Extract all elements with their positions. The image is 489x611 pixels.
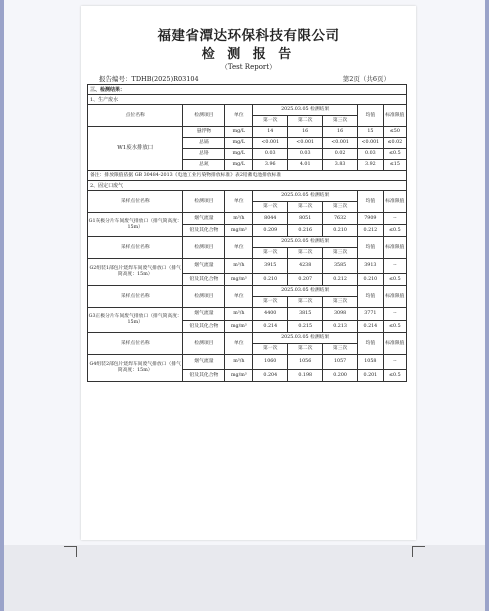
table-cell: 0.204 bbox=[253, 370, 288, 382]
gas-header-first: 第一次 bbox=[253, 202, 288, 213]
table-cell: 4400 bbox=[253, 308, 288, 321]
company-name: 福建省潭达环保科技有限公司 bbox=[157, 28, 340, 44]
table-cell: 4.01 bbox=[288, 160, 323, 171]
table-cell: 1057 bbox=[323, 355, 358, 370]
gas-header-item: 检测项目 bbox=[183, 286, 225, 308]
report-title: 检 测 报 告 bbox=[201, 47, 296, 62]
gas-header-avg: 均值 bbox=[358, 333, 384, 355]
water-header-avg: 均值 bbox=[358, 105, 384, 127]
water-header-item: 检测项目 bbox=[183, 105, 225, 127]
table-cell: mg/L bbox=[225, 160, 253, 171]
table-cell: 铅及其化合物 bbox=[183, 225, 225, 237]
table-cell: 0.03 bbox=[288, 149, 323, 160]
table-cell: -- bbox=[383, 259, 406, 274]
table-cell: mg/m³ bbox=[225, 274, 253, 286]
table-cell: ≤0.5 bbox=[383, 225, 406, 237]
table-cell: 0.02 bbox=[323, 149, 358, 160]
table-cell: 铅及其化合物 bbox=[183, 321, 225, 333]
table-cell: 16 bbox=[288, 127, 323, 138]
crop-mark-left bbox=[64, 546, 77, 557]
table-cell: mg/m³ bbox=[225, 321, 253, 333]
gas-point-g3: G3正极分片车间废气排放口（排气筒高度：15m） bbox=[88, 308, 183, 333]
gas-header-item: 检测项目 bbox=[183, 333, 225, 355]
table-cell: 0.201 bbox=[358, 370, 384, 382]
gas-header-avg: 均值 bbox=[358, 286, 384, 308]
table-cell: 0.209 bbox=[253, 225, 288, 237]
table-cell: 16 bbox=[323, 127, 358, 138]
table-cell: 3815 bbox=[288, 308, 323, 321]
gas-header-first: 第一次 bbox=[253, 248, 288, 259]
table-cell: m³/h bbox=[225, 259, 253, 274]
table-cell: 4238 bbox=[288, 259, 323, 274]
table-cell: mg/L bbox=[225, 149, 253, 160]
table-cell: 7632 bbox=[323, 213, 358, 225]
table-cell: 总铬 bbox=[183, 149, 225, 160]
gas-header-second: 第二次 bbox=[288, 344, 323, 355]
table-cell: mg/m³ bbox=[225, 370, 253, 382]
table-cell: ≤0.5 bbox=[383, 274, 406, 286]
gas-point-g1: G1灰极分片车间废气排放口（排气筒高度：15m） bbox=[88, 213, 183, 237]
table-cell: 0.03 bbox=[358, 149, 384, 160]
table-cell: ≤0.02 bbox=[383, 138, 406, 149]
table-cell: <0.001 bbox=[358, 138, 384, 149]
gas-point-g2: G2组装1部包片烧焊车间废气排放口（排气筒高度：15m） bbox=[88, 259, 183, 286]
table-cell: 7909 bbox=[358, 213, 384, 225]
gas-header-date: 2025.03.05 检测结果 bbox=[253, 237, 358, 248]
table-cell: 3915 bbox=[253, 259, 288, 274]
gas-header-first: 第一次 bbox=[253, 297, 288, 308]
gas-header-unit: 单位 bbox=[225, 333, 253, 355]
gas-header-unit: 单位 bbox=[225, 286, 253, 308]
table-cell: 总镉 bbox=[183, 138, 225, 149]
table-cell: ≤0.5 bbox=[383, 321, 406, 333]
table-cell: 3913 bbox=[358, 259, 384, 274]
water-header-limit: 标准限值 bbox=[383, 105, 406, 127]
page-indicator: 第2页（共6页） bbox=[342, 75, 390, 83]
table-cell: 0.214 bbox=[358, 321, 384, 333]
water-header-point: 点位名称 bbox=[88, 105, 183, 127]
table-cell: 烟气流量 bbox=[183, 355, 225, 370]
table-cell: 0.214 bbox=[253, 321, 288, 333]
table-cell: 铅及其化合物 bbox=[183, 370, 225, 382]
table-cell: 3771 bbox=[358, 308, 384, 321]
gas-header-limit: 标准限值 bbox=[383, 286, 406, 308]
table-cell: m³/h bbox=[225, 355, 253, 370]
gas-header-limit: 标准限值 bbox=[383, 237, 406, 259]
viewer-canvas[interactable] bbox=[4, 0, 485, 611]
table-cell: 0.03 bbox=[253, 149, 288, 160]
section-gas: 2、固定口废气 bbox=[88, 181, 407, 191]
water-header-date: 2025.03.05 检测结果 bbox=[253, 105, 358, 116]
table-cell: m³/h bbox=[225, 213, 253, 225]
table-cell: 3585 bbox=[323, 259, 358, 274]
viewer-right-border bbox=[485, 0, 489, 611]
gas-header-point: 采样点位名称 bbox=[88, 191, 183, 213]
gas-header-limit: 标准限值 bbox=[383, 333, 406, 355]
gas-header-third: 第三次 bbox=[323, 248, 358, 259]
table-cell: 8044 bbox=[253, 213, 288, 225]
table-cell: 0.207 bbox=[288, 274, 323, 286]
table-cell: 8051 bbox=[288, 213, 323, 225]
table-cell: 1058 bbox=[358, 355, 384, 370]
table-cell: 1056 bbox=[288, 355, 323, 370]
table-cell: 3098 bbox=[323, 308, 358, 321]
report-page bbox=[81, 6, 416, 540]
section-water: 1、生产废水 bbox=[88, 95, 407, 105]
water-header-second: 第二次 bbox=[288, 116, 323, 127]
gas-header-avg: 均值 bbox=[358, 191, 384, 213]
water-header-third: 第三次 bbox=[323, 116, 358, 127]
gas-header-point: 采样点位名称 bbox=[88, 237, 183, 259]
table-cell: mg/L bbox=[225, 127, 253, 138]
report-number: 报告编号：TDHB(2025)R03104 bbox=[99, 75, 199, 83]
table-cell: 0.212 bbox=[358, 225, 384, 237]
table-cell: 烟气流量 bbox=[183, 308, 225, 321]
table-cell: -- bbox=[383, 308, 406, 321]
gas-header-point: 采样点位名称 bbox=[88, 286, 183, 308]
table-cell: 总氮 bbox=[183, 160, 225, 171]
gas-header-third: 第三次 bbox=[323, 344, 358, 355]
table-cell: 烟气流量 bbox=[183, 213, 225, 225]
table-cell: 0.213 bbox=[323, 321, 358, 333]
table-cell: 15 bbox=[358, 127, 384, 138]
table-cell: ≤0.5 bbox=[383, 149, 406, 160]
gas-point-g4: G4组装2部包片烧焊车间废气排放口（排气筒高度：15m） bbox=[88, 355, 183, 382]
table-cell: 3.96 bbox=[253, 160, 288, 171]
table-cell: 悬浮物 bbox=[183, 127, 225, 138]
gas-header-item: 检测项目 bbox=[183, 191, 225, 213]
table-cell: 0.215 bbox=[288, 321, 323, 333]
table-cell: ≤50 bbox=[383, 127, 406, 138]
water-header-unit: 单位 bbox=[225, 105, 253, 127]
table-cell: 0.216 bbox=[288, 225, 323, 237]
report-subtitle: （Test Report） bbox=[220, 63, 277, 71]
water-note: 备注：排放限值依据 GB 30484-2013《电池工业污染物排放标准》表2铅蓄电池排放标准 bbox=[88, 171, 407, 181]
gas-header-third: 第三次 bbox=[323, 297, 358, 308]
table-cell: 0.210 bbox=[358, 274, 384, 286]
gas-header-unit: 单位 bbox=[225, 237, 253, 259]
section-results: 三、检测结果： bbox=[88, 85, 407, 95]
table-cell: 0.198 bbox=[288, 370, 323, 382]
table-cell: mg/L bbox=[225, 138, 253, 149]
table-cell: <0.001 bbox=[253, 138, 288, 149]
table-cell: 1060 bbox=[253, 355, 288, 370]
gas-header-point: 采样点位名称 bbox=[88, 333, 183, 355]
gas-header-date: 2025.03.05 检测结果 bbox=[253, 333, 358, 344]
table-cell: mg/m³ bbox=[225, 225, 253, 237]
table-cell: -- bbox=[383, 213, 406, 225]
table-cell: 0.210 bbox=[253, 274, 288, 286]
table-cell: <0.001 bbox=[288, 138, 323, 149]
gas-header-third: 第三次 bbox=[323, 202, 358, 213]
table-cell: 3.92 bbox=[358, 160, 384, 171]
gas-header-first: 第一次 bbox=[253, 344, 288, 355]
gas-header-second: 第二次 bbox=[288, 202, 323, 213]
table-cell: -- bbox=[383, 355, 406, 370]
water-point-name: W1废水排放口 bbox=[88, 127, 183, 171]
table-cell: ≤15 bbox=[383, 160, 406, 171]
crop-mark-right bbox=[412, 546, 425, 557]
table-cell: 铅及其化合物 bbox=[183, 274, 225, 286]
gas-header-second: 第二次 bbox=[288, 248, 323, 259]
page-edge-stamp bbox=[476, 218, 484, 298]
table-cell: 3.83 bbox=[323, 160, 358, 171]
gas-header-unit: 单位 bbox=[225, 191, 253, 213]
table-cell: 烟气流量 bbox=[183, 259, 225, 274]
water-header-first: 第一次 bbox=[253, 116, 288, 127]
gas-header-date: 2025.03.05 检测结果 bbox=[253, 286, 358, 297]
table-cell: <0.001 bbox=[323, 138, 358, 149]
table-cell: m³/h bbox=[225, 308, 253, 321]
table-cell: 0.200 bbox=[323, 370, 358, 382]
gas-header-item: 检测项目 bbox=[183, 237, 225, 259]
table-cell: 14 bbox=[253, 127, 288, 138]
gas-header-limit: 标准限值 bbox=[383, 191, 406, 213]
table-cell: 0.210 bbox=[323, 225, 358, 237]
table-cell: 0.212 bbox=[323, 274, 358, 286]
gas-header-avg: 均值 bbox=[358, 237, 384, 259]
gas-header-date: 2025.03.05 检测结果 bbox=[253, 191, 358, 202]
results-table bbox=[87, 84, 407, 382]
gas-header-second: 第二次 bbox=[288, 297, 323, 308]
table-cell: ≤0.5 bbox=[383, 370, 406, 382]
